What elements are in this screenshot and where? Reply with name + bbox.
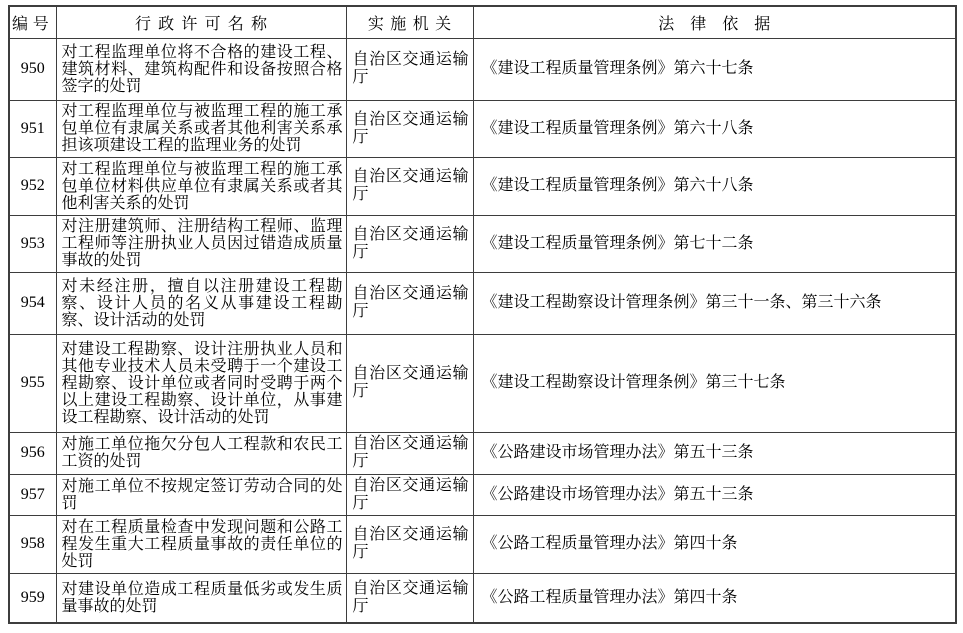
cell-permit-name: 对在工程质量检查中发现问题和公路工程发生重大工程质量事故的责任单位的处罚: [56, 515, 346, 573]
cell-legal-basis: 《建设工程质量管理条例》第六十七条: [473, 38, 956, 100]
cell-permit-name: 对建设单位造成工程质量低劣或发生质量事故的处罚: [56, 573, 346, 623]
cell-number: 953: [9, 215, 56, 272]
cell-legal-basis: 《建设工程质量管理条例》第六十八条: [473, 157, 956, 215]
cell-legal-basis: 《建设工程质量管理条例》第六十八条: [473, 100, 956, 157]
table-row: [9, 334, 956, 432]
col-header-permit-name: 行政许可名称: [56, 6, 346, 38]
cell-permit-name: 对施工单位拖欠分包人工程款和农民工工资的处罚: [56, 432, 346, 474]
cell-agency: 自治区交通运输厅: [346, 573, 473, 623]
cell-legal-basis: 《公路工程质量管理办法》第四十条: [473, 573, 956, 623]
col-header-agency: 实施机关: [346, 6, 473, 38]
cell-number: 950: [9, 38, 56, 100]
cell-legal-basis: 《公路建设市场管理办法》第五十三条: [473, 474, 956, 515]
table-row: [9, 272, 956, 334]
cell-permit-name: 对工程监理单位与被监理工程的施工承包单位材料供应单位有隶属关系或者其他利害关系的处罚: [56, 157, 346, 215]
cell-legal-basis: 《建设工程勘察设计管理条例》第三十七条: [473, 334, 956, 432]
admin-permits-table: [8, 5, 957, 624]
table-row: [9, 215, 956, 272]
cell-number: 951: [9, 100, 56, 157]
table-body: [9, 38, 956, 623]
cell-agency: 自治区交通运输厅: [346, 515, 473, 573]
cell-number: 956: [9, 432, 56, 474]
cell-number: 954: [9, 272, 56, 334]
table-row: [9, 474, 956, 515]
cell-agency: 自治区交通运输厅: [346, 157, 473, 215]
cell-legal-basis: 《公路建设市场管理办法》第五十三条: [473, 432, 956, 474]
cell-permit-name: 对未经注册，擅自以注册建设工程勘察、设计人员的名义从事建设工程勘察、设计活动的处罚: [56, 272, 346, 334]
cell-agency: 自治区交通运输厅: [346, 474, 473, 515]
cell-permit-name: 对工程监理单位将不合格的建设工程、建筑材料、建筑构配件和设备按照合格签字的处罚: [56, 38, 346, 100]
cell-agency: 自治区交通运输厅: [346, 100, 473, 157]
cell-legal-basis: 《建设工程勘察设计管理条例》第三十一条、第三十六条: [473, 272, 956, 334]
header-row: [9, 6, 956, 38]
table-row: [9, 573, 956, 623]
table-row: [9, 432, 956, 474]
cell-permit-name: 对注册建筑师、注册结构工程师、监理工程师等注册执业人员因过错造成质量事故的处罚: [56, 215, 346, 272]
cell-number: 955: [9, 334, 56, 432]
cell-number: 957: [9, 474, 56, 515]
cell-number: 952: [9, 157, 56, 215]
table-row: [9, 515, 956, 573]
cell-legal-basis: 《建设工程质量管理条例》第七十二条: [473, 215, 956, 272]
cell-number: 959: [9, 573, 56, 623]
cell-agency: 自治区交通运输厅: [346, 334, 473, 432]
cell-legal-basis: 《公路工程质量管理办法》第四十条: [473, 515, 956, 573]
cell-number: 958: [9, 515, 56, 573]
cell-permit-name: 对工程监理单位与被监理工程的施工承包单位有隶属关系或者其他利害关系承担该项建设工程的监理业务的处罚: [56, 100, 346, 157]
cell-permit-name: 对建设工程勘察、设计注册执业人员和其他专业技术人员未受聘于一个建设工程勘察、设计单位或者同时受聘于两个以上建设工程勘察、设计单位，从事建设工程勘察、设计活动的处罚: [56, 334, 346, 432]
cell-permit-name: 对施工单位不按规定签订劳动合同的处罚: [56, 474, 346, 515]
cell-agency: 自治区交通运输厅: [346, 215, 473, 272]
cell-agency: 自治区交通运输厅: [346, 38, 473, 100]
cell-agency: 自治区交通运输厅: [346, 272, 473, 334]
table-row: [9, 157, 956, 215]
cell-agency: 自治区交通运输厅: [346, 432, 473, 474]
table-row: [9, 100, 956, 157]
col-header-number: 编号: [9, 6, 56, 38]
table-row: [9, 38, 956, 100]
col-header-legal-basis: 法律依据: [473, 6, 956, 38]
